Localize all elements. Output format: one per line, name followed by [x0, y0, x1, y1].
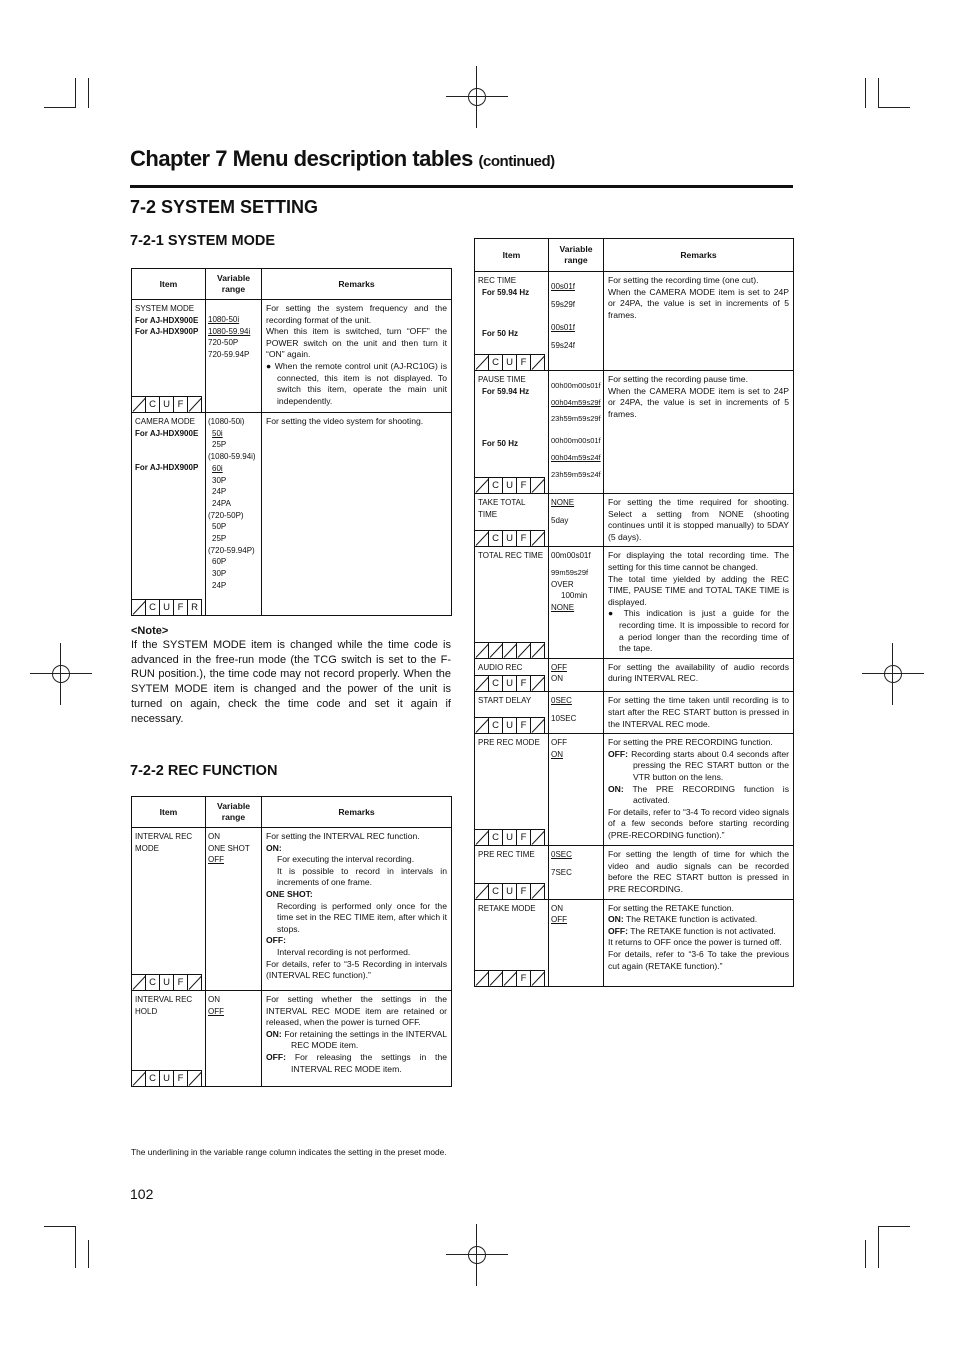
col-header-remarks: Remarks — [262, 797, 452, 828]
item-cell: PAUSE TIME For 59.94 Hz For 50 Hz C U F — [475, 371, 549, 494]
table-row — [475, 658, 794, 692]
item-cell: SYSTEM MODE For AJ-HDX900E For AJ-HDX900P C U F — [132, 300, 206, 413]
mode-flags: C U F — [475, 477, 545, 493]
mode-flags: C U F — [132, 974, 202, 990]
mode-flags: C U F — [475, 883, 545, 899]
remarks-cell: For setting the INTERVAL REC function. ON: For executing the interval recording. It is possible to record in intervals in increments of one frame. ONE SHOT: Recording is performed only once for the time set in the REC TIME item, after which it stops. OFF: Interval recording is not performed. For details, refer to “3-5 Recording in intervals (INTERVAL REC function).” — [262, 828, 452, 991]
remarks-cell: For displaying the total recording time. The setting for this time cannot be changed. The total time yielded by adding the REC TIME, PAUSE TIME and TOTAL TAKE TIME is displayed. ● This indication is just a guide for the recording time. It is impossible to record for a period longer than the recording time of the tape. — [604, 547, 794, 658]
remarks-cell: For setting the time taken until recording is to start after the REC START button is pressed in the INTERVAL REC mode. — [604, 692, 794, 734]
item-cell: CAMERA MODE For AJ-HDX900E For AJ-HDX900P C U F R — [132, 413, 206, 616]
registration-mark — [30, 643, 92, 705]
rec-function-continued-table — [474, 238, 794, 987]
remarks-cell: For setting the recording pause time. When the CAMERA MODE item is set to 24P or 24PA, the value is set in increments of 5 frames. — [604, 371, 794, 494]
item-cell: TAKE TOTAL TIME C U F — [475, 494, 549, 547]
remarks-cell: For setting the RETAKE function. ON: The RETAKE function is activated. OFF: The RETAKE function is not activated. It returns to OFF once the power is turned off. For details, refer to “3-6 To take the previous cut again (RETAKE function).” — [604, 899, 794, 986]
item-cell: TOTAL REC TIME — [475, 547, 549, 658]
crop-mark — [865, 1240, 866, 1268]
registration-mark — [446, 1224, 508, 1286]
table-row — [475, 899, 794, 986]
col-header-item: Item — [132, 797, 206, 828]
table-row — [132, 991, 452, 1087]
col-header-range: Variable range — [206, 269, 262, 300]
mode-flags: C U F — [132, 1070, 202, 1086]
chapter-continued: (continued) — [478, 153, 555, 170]
range-cell: 1080-50i 1080-59.94i 720-50P 720-59.94P — [206, 300, 262, 413]
crop-mark — [878, 107, 910, 108]
range-cell: (1080-50i) 50i 25P (1080-59.94i) 60i 30P 24P 24PA (720-50P) 50P 25P (720-59.94P) 60P 30P 24P — [206, 413, 262, 616]
mode-flags: C U F R — [132, 599, 202, 615]
crop-mark — [75, 78, 76, 108]
mode-flags: C U F — [475, 354, 545, 370]
chapter-rule — [130, 185, 793, 188]
remarks-cell: For setting the PRE RECORDING function. OFF: Recording starts about 0.4 seconds after pressing the REC START button or the VTR button on the lens. ON: The PRE RECORDING function is activated. For details, refer to “3-4 To record video signals of a few seconds before starting recording (PRE-RECORDING function).” — [604, 734, 794, 846]
chapter-title: Chapter 7 Menu description tables (continued) — [130, 146, 555, 171]
remarks-cell: For setting the video system for shooting. — [262, 413, 452, 616]
item-cell: INTERVAL REC MODE C U F — [132, 828, 206, 991]
table-row — [475, 494, 794, 547]
remarks-cell: For setting the length of time for which the video and audio signals can be recorded before the REC START button is pressed in PRE RECORDING. — [604, 846, 794, 899]
item-cell: RETAKE MODE F — [475, 899, 549, 986]
mode-flags: C U F — [475, 675, 545, 691]
item-cell: REC TIME For 59.94 Hz For 50 Hz C U F — [475, 272, 549, 371]
crop-mark — [44, 107, 76, 108]
note-title: <Note> — [131, 625, 169, 637]
table-row — [132, 828, 452, 991]
system-mode-heading: 7-2-1 SYSTEM MODE — [130, 233, 276, 249]
crop-mark — [878, 1226, 910, 1227]
rec-function-heading: 7-2-2 REC FUNCTION — [130, 763, 278, 779]
table-row — [475, 692, 794, 734]
range-cell: OFF ON — [549, 734, 604, 846]
col-header-range: Variable range — [549, 239, 604, 272]
col-header-range: Variable range — [206, 797, 262, 828]
system-mode-table — [131, 268, 452, 616]
table-row — [475, 272, 794, 371]
range-cell: 0SEC 10SEC — [549, 692, 604, 734]
crop-mark — [878, 78, 879, 108]
remarks-cell: For setting the system frequency and the recording format of the unit. When this item is switched, turn “OFF” the POWER switch on the unit and then turn it “ON” again. ● When the remote control unit (AJ-RC10G) is connected, this item is not displayed. To switch this item, operate the main unit independently. — [262, 300, 452, 413]
remarks-cell: For setting whether the settings in the INTERVAL REC MODE item are retained or released, when the power is turned OFF. ON: For retaining the settings in the INTERVAL REC MODE item. OFF: For releasing the settings in the INTERVAL REC MODE item. — [262, 991, 452, 1087]
range-cell: OFF ON — [549, 658, 604, 692]
range-cell: ON OFF — [549, 899, 604, 986]
range-cell: 0SEC 7SEC — [549, 846, 604, 899]
range-cell: 00s01f 59s29f 00s01f 59s24f — [549, 272, 604, 371]
col-header-item: Item — [475, 239, 549, 272]
crop-mark — [878, 1226, 879, 1268]
mode-flags: F — [475, 970, 545, 986]
range-cell: ON OFF — [206, 991, 262, 1087]
mode-flags: C U F — [475, 530, 545, 546]
table-row — [475, 846, 794, 899]
table-row — [132, 413, 452, 616]
table-row — [475, 547, 794, 658]
footnote: The underlining in the variable range column indicates the setting in the preset mode. — [131, 1147, 447, 1157]
crop-mark — [88, 1240, 89, 1268]
table-row — [475, 734, 794, 846]
page-number: 102 — [130, 1186, 154, 1202]
crop-mark — [44, 1226, 76, 1227]
remarks-cell: For setting the availability of audio records during INTERVAL REC. — [604, 658, 794, 692]
col-header-item: Item — [132, 269, 206, 300]
col-header-remarks: Remarks — [262, 269, 452, 300]
item-cell: AUDIO REC C U F — [475, 658, 549, 692]
mode-flags: C U F — [132, 396, 202, 412]
table-row — [475, 371, 794, 494]
item-cell: INTERVAL REC HOLD C U F — [132, 991, 206, 1087]
crop-mark — [75, 1226, 76, 1268]
rec-function-table — [131, 796, 452, 1087]
range-cell: ON ONE SHOT OFF — [206, 828, 262, 991]
registration-mark — [862, 643, 924, 705]
mode-flags: C U F — [475, 829, 545, 845]
item-cell: PRE REC TIME C U F — [475, 846, 549, 899]
item-cell: START DELAY C U F — [475, 692, 549, 734]
col-header-remarks: Remarks — [604, 239, 794, 272]
registration-mark — [446, 66, 508, 128]
note-body: If the SYSTEM MODE item is changed while the time code is advanced in the free-run mode (the TCG switch is set to the F-RUN position.), the time code may not record properly. When the SYTEM MODE item is changed and the power of the unit is turned on again, check the time code and set it again if necessary. — [131, 639, 451, 725]
item-cell: PRE REC MODE C U F — [475, 734, 549, 846]
remarks-cell: For setting the time required for shooting. Select a setting from NONE (shooting continues until it is stopped manually) to 5DAY (5 days). — [604, 494, 794, 547]
range-cell: 00m00s01f 99m59s29f OVER 100min NONE — [549, 547, 604, 658]
remarks-cell: For setting the recording time (one cut). When the CAMERA MODE item is set to 24P or 24PA, the value is set in increments of 5 frames. — [604, 272, 794, 371]
mode-flags: C U F — [475, 717, 545, 733]
mode-flags — [475, 642, 545, 658]
crop-mark — [88, 78, 89, 108]
section-title: 7-2 SYSTEM SETTING — [130, 197, 319, 217]
crop-mark — [865, 78, 866, 108]
table-row — [132, 300, 452, 413]
range-cell: NONE 5day — [549, 494, 604, 547]
range-cell: 00h00m00s01f 00h04m59s29f 23h59m59s29f 00h00m00s01f 00h04m59s24f 23h59m59s24f — [549, 371, 604, 494]
